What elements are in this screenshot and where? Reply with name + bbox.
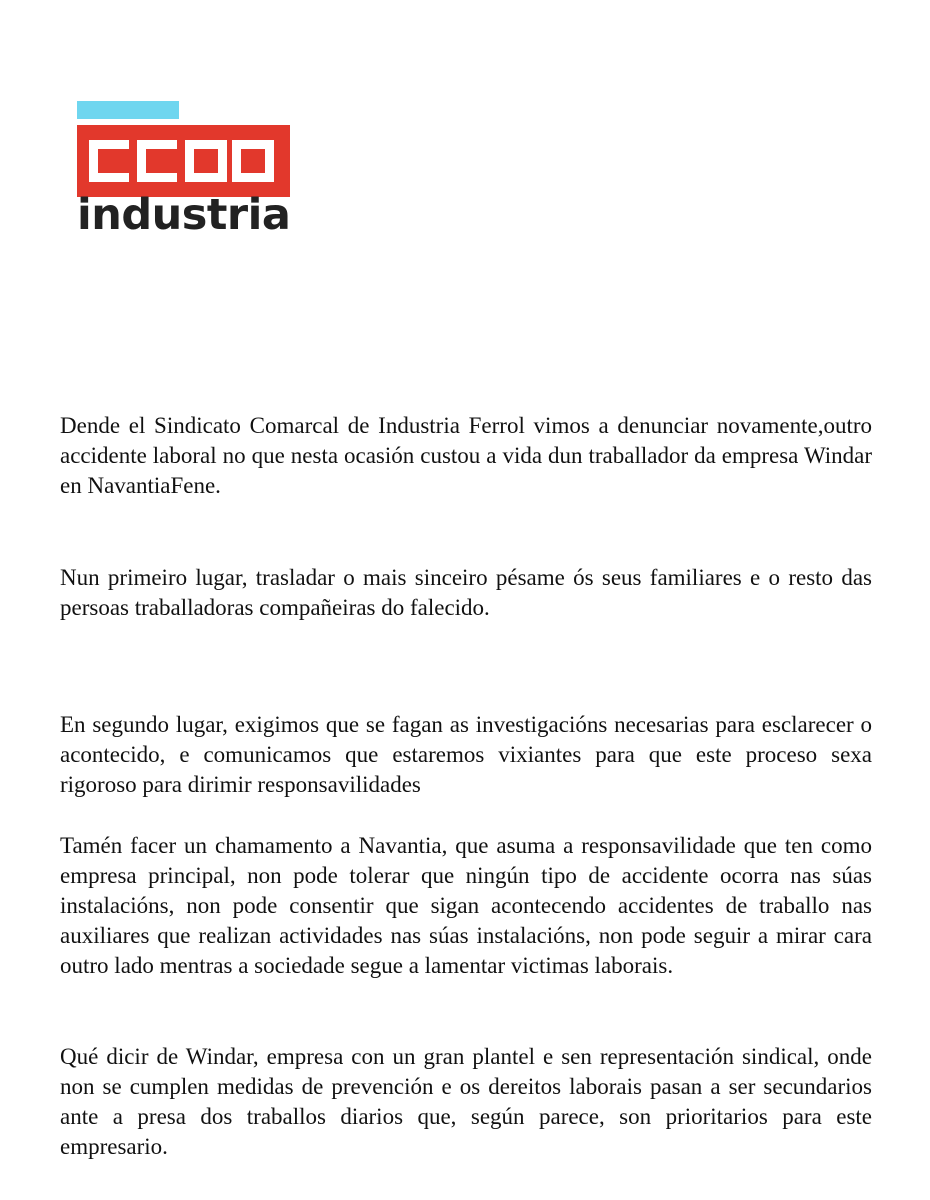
paragraph-2: Nun primeiro lugar, trasladar o mais sinceiro pésame ós seus familiares e o resto das persoas traballadoras compañeiras do falecido.: [60, 565, 872, 620]
paragraph-3: En segundo lugar, exigimos que se fagan as investigacións necesarias para esclarecer o acontecido, e comunicamos que estaremos vixiantes para que este proceso sexa rigoroso para dirimir responsavilidades: [60, 712, 872, 797]
logo-red-block: [77, 125, 290, 197]
logo-word-industria: industria: [77, 190, 291, 240]
ccoo-industria-logo: [77, 101, 290, 241]
paragraph-1: Dende el Sindicato Comarcal de Industria Ferrol vimos a denunciar novamente,outro accidente laboral no que nesta ocasión custou a vida dun traballador da empresa Windar en NavantiaFene.: [60, 413, 872, 498]
paragraph-4: Tamén facer un chamamento a Navantia, que asuma a responsavilidade que ten como empresa principal, non pode tolerar que ningún tipo de accidente ocorra nas súas instalacións, non pode consentir que sigan acontecendo accidentes de traballo nas auxiliares que realizan actividades nas súas instalacións, non pode seguir a mirar cara outro lado mentras a sociedade segue a lamentar victimas laborais.: [60, 833, 872, 978]
ccoo-logo-mark: [77, 101, 290, 197]
logo-cyan-bar: [77, 101, 179, 119]
paragraph-5: Qué dicir de Windar, empresa con un gran plantel e sen representación sindical, onde non se cumplen medidas de prevención e os dereitos laborais pasan a ser secundarios ante a presa dos traballos diarios que, según parece, son prioritarios para este empresario.: [60, 1044, 872, 1159]
